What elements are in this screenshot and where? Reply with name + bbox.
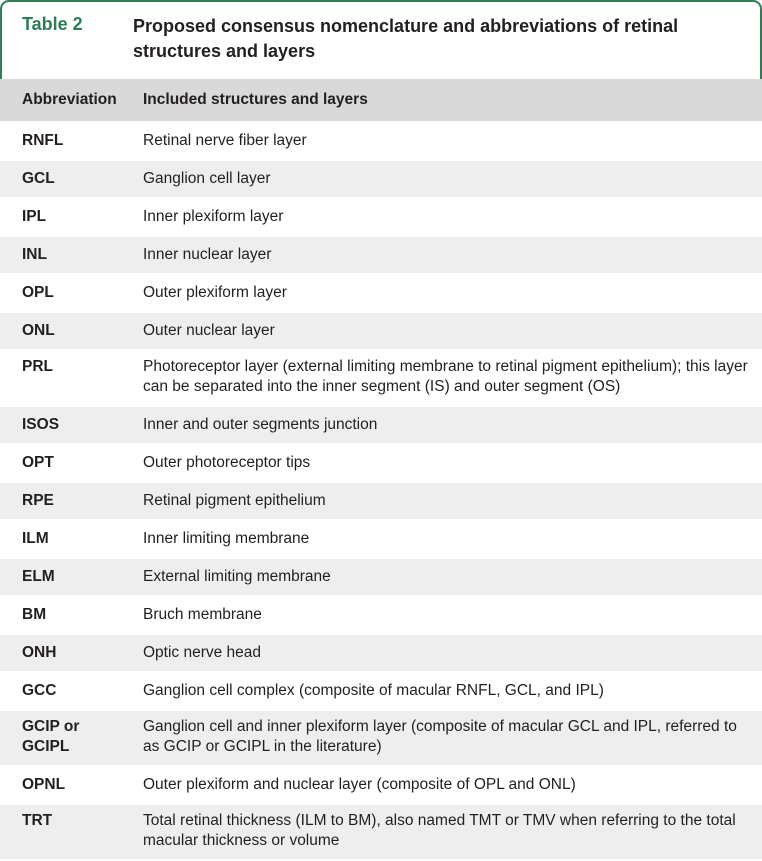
table-row [0,199,762,237]
description-cell: Inner limiting membrane [121,521,762,559]
table-label: Table 2 [22,14,83,34]
table-row [0,673,762,711]
table-caption [0,0,762,79]
description-cell: Ganglion cell and inner plexiform layer (composite of macular GCL and IPL, referred to as GCIP or GCIPL in the literature) [121,711,762,767]
description-cell: Outer photoreceptor tips [121,445,762,483]
description-cell: Bruch membrane [121,597,762,635]
nomenclature-table [0,79,762,861]
description-cell: Retinal nerve fiber layer [121,123,762,161]
description-cell: Ganglion cell layer [121,161,762,199]
table-row [0,521,762,559]
table-row [0,407,762,445]
table-row [0,597,762,635]
abbreviation-cell: INL [0,237,121,275]
abbreviation-cell: OPL [0,275,121,313]
abbreviation-cell: GCL [0,161,121,199]
description-cell: Retinal pigment epithelium [121,483,762,521]
abbreviation-cell: OPNL [0,767,121,805]
table-row [0,313,762,351]
description-cell: Outer plexiform and nuclear layer (composite of OPL and ONL) [121,767,762,805]
table-row [0,445,762,483]
table-row [0,559,762,597]
table-header-row [0,79,762,123]
abbreviation-cell: ILM [0,521,121,559]
abbreviation-cell: ONL [0,313,121,351]
abbreviation-cell: BM [0,597,121,635]
abbreviation-cell: TRT [0,805,121,861]
table-row [0,635,762,673]
description-cell: External limiting membrane [121,559,762,597]
abbreviation-cell: GCC [0,673,121,711]
description-cell: Inner nuclear layer [121,237,762,275]
description-cell: Inner plexiform layer [121,199,762,237]
table-row [0,351,762,407]
description-cell: Ganglion cell complex (composite of macular RNFL, GCL, and IPL) [121,673,762,711]
table-title: Proposed consensus nomenclature and abbreviations of retinal structures and layers [133,16,679,61]
table-row [0,161,762,199]
column-header-structures: Included structures and layers [121,79,762,123]
abbreviation-cell: RNFL [0,123,121,161]
description-cell: Total retinal thickness (ILM to BM), also named TMT or TMV when referring to the total macular thickness or volume [121,805,762,861]
abbreviation-cell: ONH [0,635,121,673]
description-cell: Outer plexiform layer [121,275,762,313]
abbreviation-cell: ISOS [0,407,121,445]
abbreviation-cell: OPT [0,445,121,483]
abbreviation-cell: ELM [0,559,121,597]
description-cell: Inner and outer segments junction [121,407,762,445]
table-row [0,711,762,767]
table-row [0,483,762,521]
table-row [0,805,762,861]
abbreviation-cell: GCIP or GCIPL [0,711,121,767]
description-cell: Outer nuclear layer [121,313,762,351]
table-row [0,767,762,805]
description-cell: Optic nerve head [121,635,762,673]
table-row [0,237,762,275]
abbreviation-cell: RPE [0,483,121,521]
abbreviation-cell: PRL [0,351,121,407]
table-row [0,123,762,161]
table-row [0,275,762,313]
column-header-abbreviation: Abbreviation [0,79,121,123]
description-cell: Photoreceptor layer (external limiting membrane to retinal pigment epithelium); this layer can be separated into the inner segment (IS) and outer segment (OS) [121,351,762,407]
abbreviation-cell: IPL [0,199,121,237]
